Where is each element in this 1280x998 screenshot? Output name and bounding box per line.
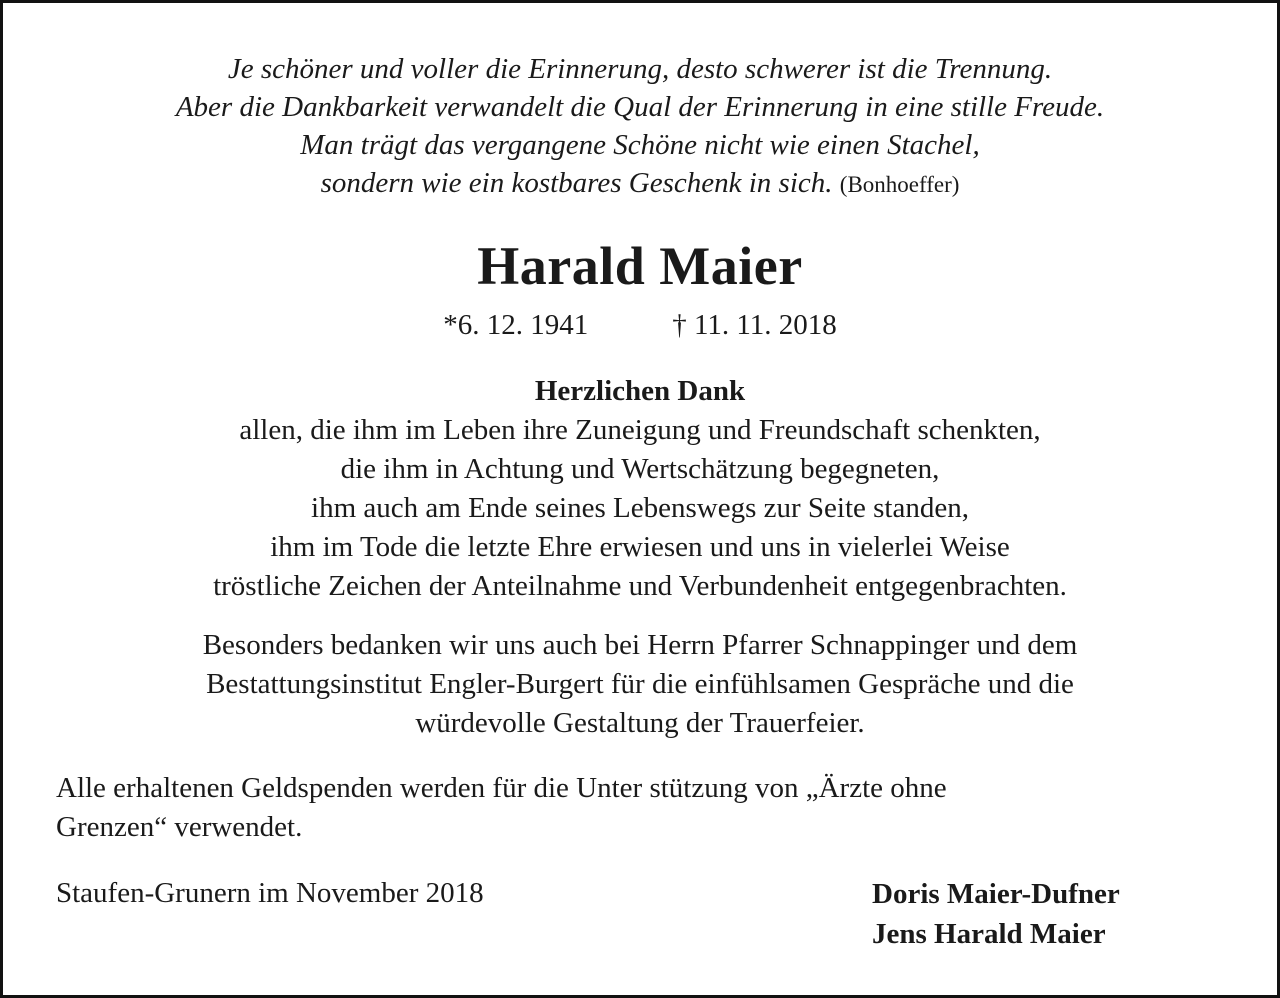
- quote-line: Man trägt das vergangene Schöne nicht wie einen Stachel,: [300, 129, 980, 161]
- bonhoeffer-quote: [0, 50, 1280, 204]
- deceased-name: Harald Maier: [477, 236, 803, 296]
- birth-date: *6. 12. 1941: [443, 309, 589, 341]
- thanks-line: die ihm in Achtung und Wertschätzung begegneten,: [340, 453, 940, 485]
- thanks-line: ihm auch am Ende seines Lebenswegs zur Seite standen,: [311, 492, 969, 524]
- special-thanks-section: [0, 626, 1280, 743]
- thanks-line: allen, die ihm im Leben ihre Zuneigung und Freundschaft schenkten,: [239, 414, 1041, 446]
- signatory-name: Jens Harald Maier: [872, 918, 1106, 950]
- quote-line-text: sondern wie ein kostbares Geschenk in sich.: [320, 167, 833, 199]
- special-thanks-line: Besonders bedanken wir uns auch bei Herrn Pfarrer Schnappinger und dem: [202, 629, 1078, 661]
- life-dates: [0, 306, 1280, 344]
- quote-line-last: [0, 164, 1280, 204]
- thanks-line: ihm im Tode die letzte Ehre erwiesen und uns in vielerlei Weise: [270, 531, 1010, 563]
- donation-line: Grenzen“ verwendet.: [56, 811, 303, 843]
- place-and-date: Staufen-Grunern im November 2018: [56, 877, 484, 909]
- special-thanks-line: Bestattungsinstitut Engler-Burgert für die einfühlsamen Gespräche und die: [206, 668, 1074, 700]
- quote-line: Aber die Dankbarkeit verwandelt die Qual der Erinnerung in eine stille Freude.: [175, 91, 1105, 123]
- quote-line: Je schöner und voller die Erinnerung, desto schwerer ist die Trennung.: [227, 53, 1053, 85]
- signatories: [872, 874, 1120, 954]
- thanks-section: [0, 372, 1280, 606]
- thanks-heading: Herzlichen Dank: [534, 375, 746, 407]
- donation-line: Alle erhaltenen Geldspenden werden für die Unter stützung von „Ärzte ohne: [56, 772, 947, 804]
- quote-attribution: (Bonhoeffer): [839, 172, 960, 197]
- death-date: † 11. 11. 2018: [672, 309, 837, 341]
- signatory-name: Doris Maier-Dufner: [872, 878, 1120, 910]
- donation-note: [56, 769, 1236, 847]
- special-thanks-line: würdevolle Gestaltung der Trauerfeier.: [415, 707, 865, 739]
- thanks-line: tröstliche Zeichen der Anteilnahme und Verbundenheit entgegenbrachten.: [213, 570, 1067, 602]
